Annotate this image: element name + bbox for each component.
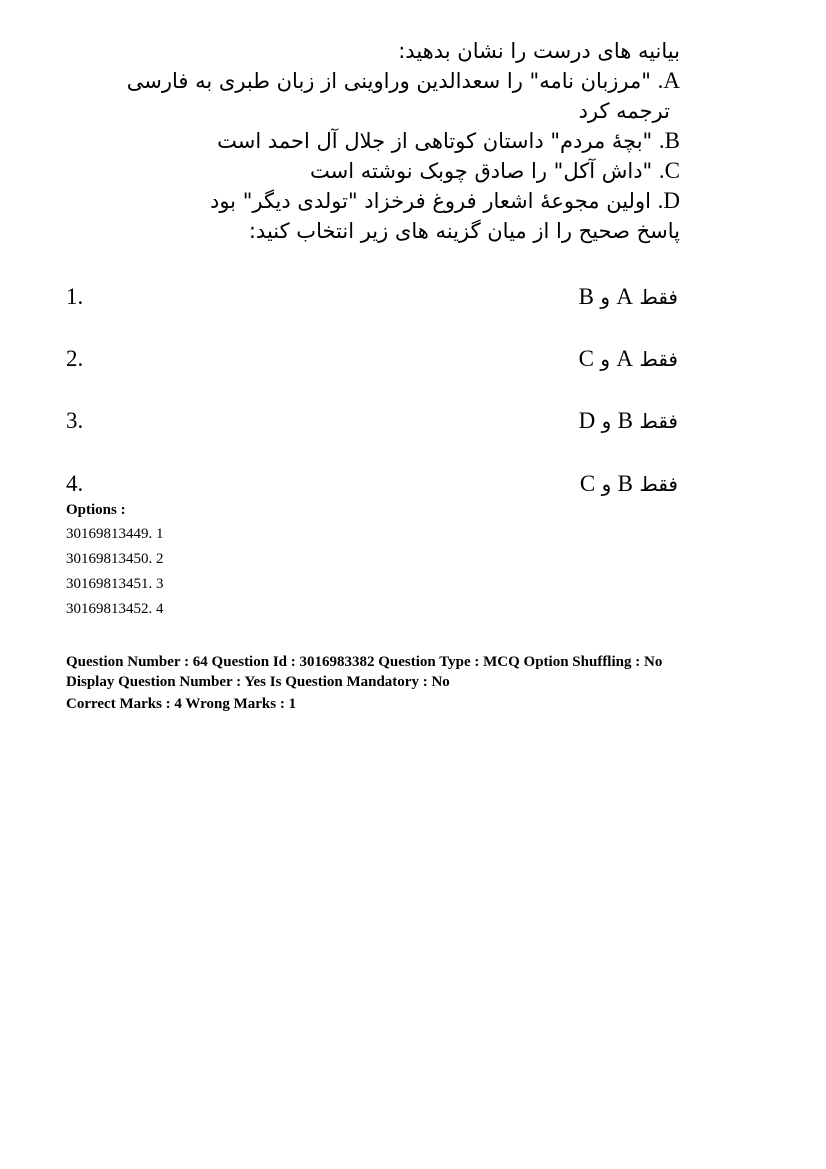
choice-4-number: 4. xyxy=(66,471,84,496)
choice-4-prefix: فقط xyxy=(639,472,678,496)
choice-3-number: 3. xyxy=(66,408,84,433)
question-meta-line-2: Display Question Number : Yes Is Question Mandatory : No xyxy=(66,674,450,690)
choice-3[interactable] xyxy=(66,408,678,442)
statement-c-text: "داش آکل" را صادق چوبک نوشته است xyxy=(310,159,653,183)
choice-1-second: B xyxy=(578,284,594,309)
choice-3-first: B xyxy=(617,408,633,433)
statement-c xyxy=(100,156,680,186)
choice-1-prefix: فقط xyxy=(639,285,678,309)
choice-1-number: 1. xyxy=(66,284,84,309)
question-meta-line-3: Correct Marks : 4 Wrong Marks : 1 xyxy=(66,696,297,712)
choice-2-second: C xyxy=(578,346,594,371)
statement-b xyxy=(100,126,680,156)
choice-3-text xyxy=(579,408,678,434)
choice-2[interactable] xyxy=(66,346,678,380)
statement-b-label: B. xyxy=(658,128,680,153)
choice-1-first: A xyxy=(616,284,633,309)
statement-d-label: D. xyxy=(657,188,680,213)
option-id-2: 30169813450. 2 xyxy=(66,551,164,567)
choice-4-text xyxy=(580,471,678,497)
question-block xyxy=(100,36,680,246)
choice-4[interactable] xyxy=(66,471,678,505)
question-instruction: پاسخ صحیح را از میان گزینه های زیر انتخاب کنید: xyxy=(248,219,680,243)
choice-2-number: 2. xyxy=(66,346,84,371)
statement-a-text: "مرزبان نامه" را سعدالدین وراوینی از زبان طبری به فارسی xyxy=(126,69,651,93)
choice-4-first: B xyxy=(617,471,633,496)
statement-d xyxy=(100,186,680,216)
choice-3-conj: و xyxy=(601,409,612,433)
choice-3-prefix: فقط xyxy=(639,409,678,433)
statement-a-label: A. xyxy=(657,68,680,93)
choice-1-text xyxy=(579,284,678,310)
statement-b-text: "بچهٔ مردم" داستان کوتاهی از جلال آل احمد است xyxy=(217,129,653,153)
statement-d-text: اولین مجوعهٔ اشعار فروغ فرخزاد "تولدی دیگر" بود xyxy=(209,189,651,213)
option-id-1: 30169813449. 1 xyxy=(66,526,164,542)
choice-4-conj: و xyxy=(601,472,612,496)
question-intro: بیانیه های درست را نشان بدهید: xyxy=(398,39,680,63)
options-title: Options : xyxy=(66,502,126,518)
choice-1-conj: و xyxy=(600,285,610,309)
choice-2-conj: و xyxy=(600,347,610,371)
statement-c-label: C. xyxy=(658,158,680,183)
option-id-3: 30169813451. 3 xyxy=(66,576,164,592)
statement-a-continuation: ترجمه کرد xyxy=(578,99,670,123)
choice-2-prefix: فقط xyxy=(639,347,678,371)
choice-4-second: C xyxy=(579,471,596,496)
choice-3-second: D xyxy=(578,408,596,433)
choice-2-text xyxy=(579,346,678,372)
choice-1[interactable] xyxy=(66,284,678,318)
statement-a xyxy=(100,66,680,96)
option-id-4: 30169813452. 4 xyxy=(66,601,164,617)
question-meta-line-1: Question Number : 64 Question Id : 3016983382 Question Type : MCQ Option Shuffling : No xyxy=(66,654,663,670)
choice-2-first: A xyxy=(616,346,633,371)
